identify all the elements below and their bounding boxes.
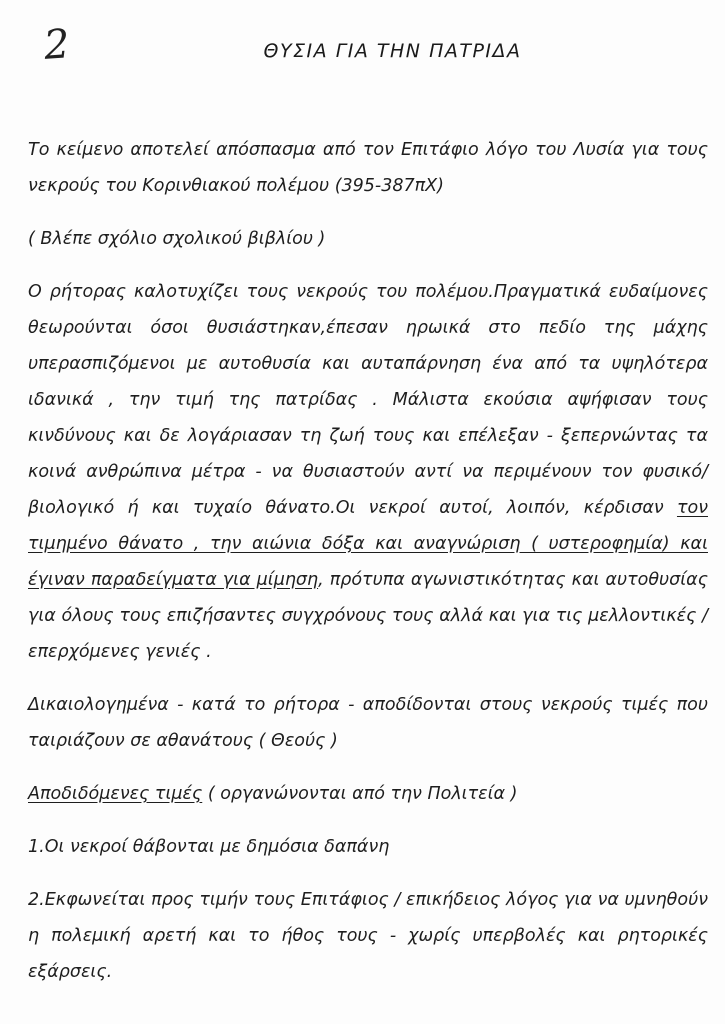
justified-paragraph: Δικαιολογημένα - κατά το ρήτορα - αποδίδονται στους νεκρούς τιμές που ταιριάζουν σε αθανάτους ( Θεούς ) <box>28 695 708 751</box>
honors-heading: Αποδιδόμενες τιμές <box>28 784 203 804</box>
main-text-part2: , πρότυπα αγωνιστικότητας και αυτοθυσίας για όλους τους επιζήσαντες συγχρόνους τους αλλά και για τις μελλοντικές /επερχόμενες γενιές . <box>28 570 708 662</box>
honor-item-2: 2.Εκφωνείται προς τιμήν τους Επιτάφιος / επικήδειος λόγος για να υμνηθούν η πολεμική αρετή και το ήθος τους - χωρίς υπερβολές και ρητορικές εξάρσεις. <box>28 890 708 982</box>
intro-paragraph: Το κείμενο αποτελεί απόσπασμα από τον Επιτάφιο λόγο του Λυσία για τους νεκρούς του Κορινθιακού πολέμου (395-387πΧ) <box>28 140 708 196</box>
honors-heading-rest: ( οργανώνονται από την Πολιτεία ) <box>202 784 518 804</box>
page-number: 2 <box>42 21 72 69</box>
main-text-part1: Ο ρήτορας καλοτυχίζει τους νεκρούς του πολέμου.Πραγματικά ευδαίμονες θεωρούνται όσοι θυσιάστηκαν,έπεσαν ηρωικά στο πεδίο της μάχης υπερασπιζόμενοι με αυτοθυσία και αυταπάρνηση ένα από τα υψηλότερα ιδανικά , την τιμή της πατρίδας . Μάλιστα εκούσια αψήφισαν τους κινδύνους και δε λογάριασαν τη ζωή τους και επέλεξαν - ξεπερνώντας τα κοινά ανθρώπινα μέτρα - να θυσιαστούν αντί να περιμένουν τον φυσικό/βιολογικό ή και τυχαίο θάνατο.Οι νεκροί αυτοί, λοιπόν, κέρδισαν <box>28 282 708 518</box>
honors-heading-paragraph <box>28 776 708 812</box>
main-text-underlined: τον τιμημένο θάνατο , την αιώνια δόξα και αναγνώριση ( υστεροφημία) και έγιναν παραδείγματα για μίμηση <box>28 498 708 590</box>
note-paragraph: ( Βλέπε σχόλιο σχολικού βιβλίου ) <box>28 229 326 249</box>
document-body <box>28 132 708 1007</box>
honor-item-1: 1.Οι νεκροί θάβονται με δημόσια δαπάνη <box>28 837 390 857</box>
page-title: ΘΥΣΙΑ ΓΙΑ ΤΗΝ ΠΑΤΡΙΔΑ <box>263 40 522 62</box>
main-paragraph <box>28 274 708 670</box>
